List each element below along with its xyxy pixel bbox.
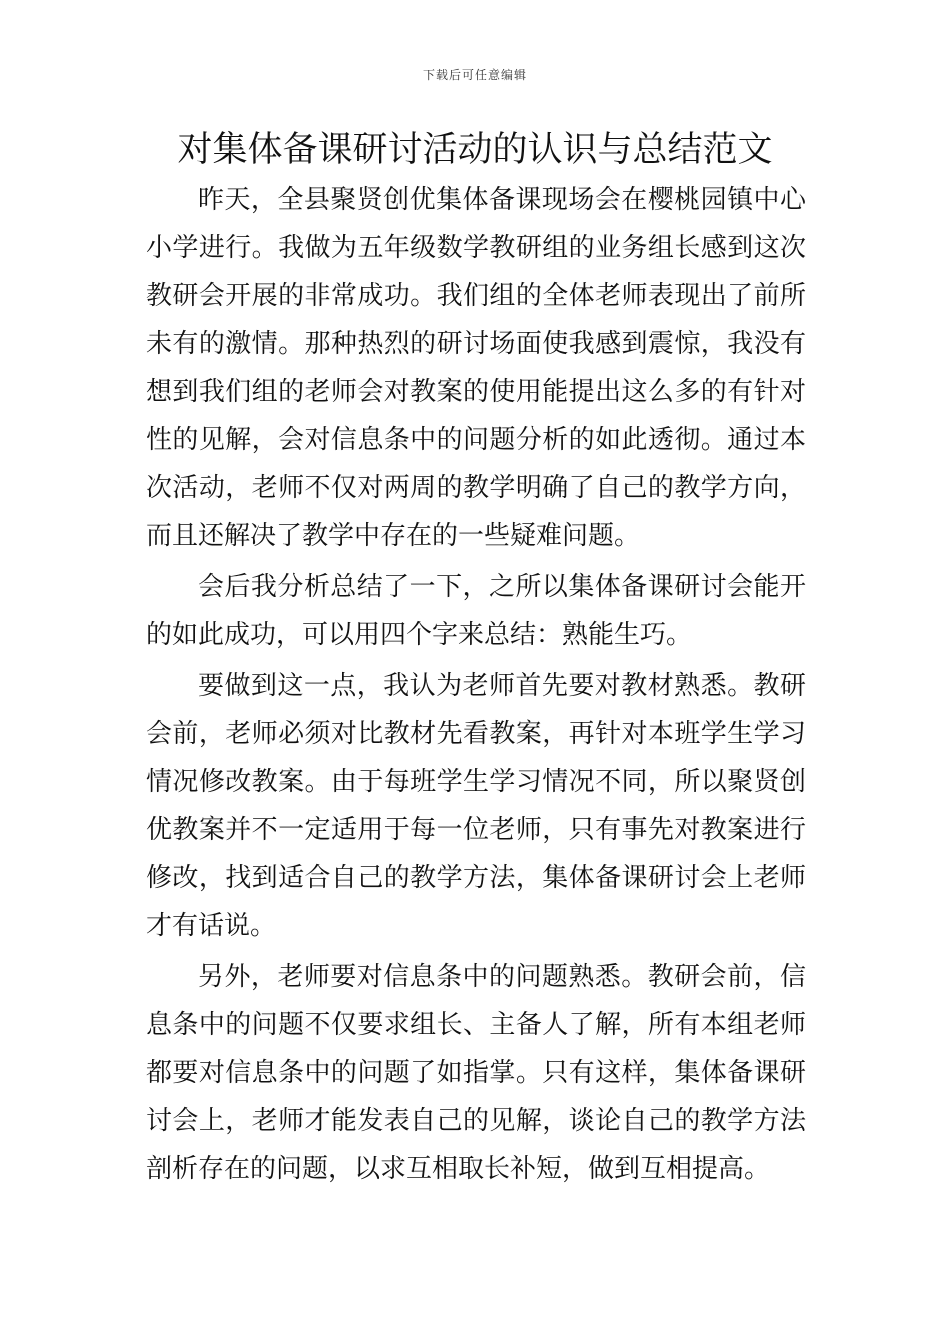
- paragraph: 昨天，全县聚贤创优集体备课现场会在樱桃园镇中心小学进行。我做为五年级数学教研组的业务组长感到这次教研会开展的非常成功。我们组的全体老师表现出了前所未有的激情。那种热烈的研讨场面使我感到震惊，我没有想到我们组的老师会对教案的使用能提出这么多的有针对性的见解，会对信息条中的问题分析的如此透彻。通过本次活动，老师不仅对两周的教学明确了自己的教学方向，而且还解决了教学中存在的一些疑难问题。: [146, 185, 806, 551]
- paragraph: 要做到这一点，我认为老师首先要对教材熟悉。教研会前，老师必须对比教材先看教案，再针对本班学生学习情况修改教案。由于每班学生学习情况不同，所以聚贤创优教案并不一定适用于每一位老师，只有事先对教案进行修改，找到适合自己的教学方法，集体备课研讨会上老师才有话说。: [146, 671, 806, 941]
- paragraph: 另外，老师要对信息条中的问题熟悉。教研会前，信息条中的问题不仅要求组长、主备人了解，所有本组老师都要对信息条中的问题了如指掌。只有这样，集体备课研讨会上，老师才能发表自己的见解，谈论自己的教学方法剖析存在的问题，以求互相取长补短，做到互相提高。: [146, 962, 806, 1184]
- header-note: 下载后可任意编辑: [422, 68, 527, 82]
- document-body: [146, 176, 806, 1196]
- document-title: 对集体备课研讨活动的认识与总结范文: [177, 130, 773, 170]
- paragraph: 会后我分析总结了一下，之所以集体备课研讨会能开的如此成功，可以用四个字来总结：熟能生巧。: [146, 572, 806, 650]
